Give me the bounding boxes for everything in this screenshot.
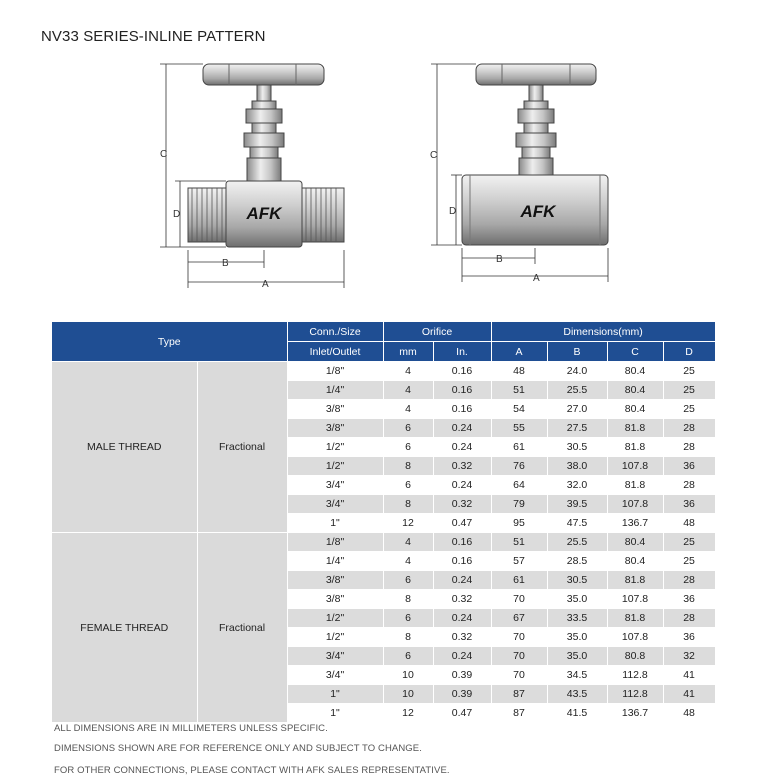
header-a: A (491, 342, 547, 362)
dim-label-d: D (173, 209, 181, 220)
dim-d-cell: 28 (663, 571, 715, 590)
dim-a-cell: 70 (491, 647, 547, 666)
dim-d-cell: 28 (663, 476, 715, 495)
dim-d-cell: 25 (663, 362, 715, 381)
dim-c-cell: 136.7 (607, 514, 663, 533)
dim-c-cell: 81.8 (607, 419, 663, 438)
dim-b-cell: 25.5 (547, 533, 607, 552)
dim-d-cell: 28 (663, 438, 715, 457)
dim-c-cell: 107.8 (607, 457, 663, 476)
conn-size-cell: 1" (287, 514, 383, 533)
orifice-mm-cell: 4 (383, 400, 433, 419)
dim-a-cell: 51 (491, 381, 547, 400)
dim-a-cell: 76 (491, 457, 547, 476)
dim-c-cell: 112.8 (607, 666, 663, 685)
dim-a-cell: 79 (491, 495, 547, 514)
orifice-in-cell: 0.16 (433, 533, 491, 552)
conn-size-cell: 3/8" (287, 571, 383, 590)
orifice-mm-cell: 12 (383, 514, 433, 533)
dim-a-cell: 70 (491, 590, 547, 609)
dim-a-cell: 61 (491, 438, 547, 457)
header-conn-size: Conn./Size (287, 322, 383, 342)
orifice-mm-cell: 6 (383, 438, 433, 457)
orifice-in-cell: 0.24 (433, 419, 491, 438)
header-inlet-outlet: Inlet/Outlet (287, 342, 383, 362)
orifice-mm-cell: 8 (383, 590, 433, 609)
page-title: NV33 SERIES-INLINE PATTERN (41, 28, 266, 45)
dim-b-cell: 30.5 (547, 438, 607, 457)
dim-b-cell: 47.5 (547, 514, 607, 533)
dim-d-cell: 28 (663, 419, 715, 438)
dim-d-cell: 41 (663, 666, 715, 685)
orifice-mm-cell: 4 (383, 381, 433, 400)
conn-size-cell: 3/8" (287, 419, 383, 438)
dim-c-cell: 81.8 (607, 609, 663, 628)
conn-size-cell: 1/8" (287, 362, 383, 381)
header-mm: mm (383, 342, 433, 362)
orifice-in-cell: 0.32 (433, 628, 491, 647)
header-orifice: Orifice (383, 322, 491, 342)
conn-size-cell: 1/2" (287, 457, 383, 476)
orifice-mm-cell: 10 (383, 685, 433, 704)
dim-d-cell: 25 (663, 381, 715, 400)
dim-label-b-female: B (496, 254, 503, 265)
header-type: Type (52, 322, 287, 362)
dim-c-cell: 80.4 (607, 381, 663, 400)
dim-c-cell: 80.4 (607, 362, 663, 381)
dim-c-cell: 80.4 (607, 552, 663, 571)
dim-c-cell: 81.8 (607, 571, 663, 590)
group-subtype-cell: Fractional (197, 362, 287, 533)
conn-size-cell: 3/4" (287, 476, 383, 495)
dim-b-cell: 35.0 (547, 628, 607, 647)
dim-b-cell: 28.5 (547, 552, 607, 571)
dim-a-cell: 67 (491, 609, 547, 628)
orifice-mm-cell: 6 (383, 609, 433, 628)
dim-b-cell: 30.5 (547, 571, 607, 590)
orifice-mm-cell: 4 (383, 362, 433, 381)
dim-d-cell: 36 (663, 495, 715, 514)
dim-d-cell: 25 (663, 400, 715, 419)
dim-a-cell: 70 (491, 628, 547, 647)
orifice-in-cell: 0.32 (433, 495, 491, 514)
orifice-in-cell: 0.32 (433, 590, 491, 609)
orifice-in-cell: 0.39 (433, 685, 491, 704)
orifice-mm-cell: 6 (383, 647, 433, 666)
dim-d-cell: 48 (663, 514, 715, 533)
orifice-mm-cell: 4 (383, 552, 433, 571)
dim-a-cell: 54 (491, 400, 547, 419)
dim-a-cell: 87 (491, 685, 547, 704)
conn-size-cell: 3/4" (287, 495, 383, 514)
dim-label-c: C (160, 149, 168, 160)
group-type-cell: MALE THREAD (52, 362, 197, 533)
brand-logo-left: AFK (246, 204, 282, 223)
dim-c-cell: 80.4 (607, 533, 663, 552)
conn-size-cell: 1/2" (287, 628, 383, 647)
dim-label-c-female: C (430, 150, 438, 161)
dim-c-cell: 107.8 (607, 590, 663, 609)
dim-a-cell: 57 (491, 552, 547, 571)
conn-size-cell: 1/2" (287, 609, 383, 628)
orifice-in-cell: 0.32 (433, 457, 491, 476)
conn-size-cell: 1/2" (287, 438, 383, 457)
dim-a-cell: 51 (491, 533, 547, 552)
dim-b-cell: 34.5 (547, 666, 607, 685)
orifice-mm-cell: 8 (383, 457, 433, 476)
dim-label-a-female: A (533, 273, 540, 284)
valve-diagrams (0, 50, 777, 290)
dim-c-cell: 112.8 (607, 685, 663, 704)
dim-c-cell: 107.8 (607, 495, 663, 514)
conn-size-cell: 1/8" (287, 533, 383, 552)
female-thread-valve-drawing (430, 64, 608, 284)
male-thread-valve-drawing (160, 64, 344, 290)
conn-size-cell: 3/8" (287, 400, 383, 419)
dim-d-cell: 36 (663, 590, 715, 609)
dim-a-cell: 70 (491, 666, 547, 685)
orifice-in-cell: 0.16 (433, 552, 491, 571)
dim-b-cell: 39.5 (547, 495, 607, 514)
conn-size-cell: 1/4" (287, 552, 383, 571)
orifice-mm-cell: 6 (383, 571, 433, 590)
header-dimensions: Dimensions(mm) (491, 322, 715, 342)
table-row (52, 362, 715, 381)
orifice-mm-cell: 6 (383, 476, 433, 495)
dim-b-cell: 24.0 (547, 362, 607, 381)
dim-a-cell: 61 (491, 571, 547, 590)
dim-label-d-female: D (449, 206, 457, 217)
dim-label-b: B (222, 258, 229, 269)
orifice-in-cell: 0.24 (433, 647, 491, 666)
dim-a-cell: 55 (491, 419, 547, 438)
orifice-in-cell: 0.24 (433, 609, 491, 628)
table-row (52, 533, 715, 552)
dim-d-cell: 48 (663, 704, 715, 723)
dim-d-cell: 32 (663, 647, 715, 666)
orifice-in-cell: 0.24 (433, 476, 491, 495)
group-type-cell: FEMALE THREAD (52, 533, 197, 723)
dim-c-cell: 80.4 (607, 400, 663, 419)
dim-a-cell: 48 (491, 362, 547, 381)
dim-c-cell: 81.8 (607, 438, 663, 457)
dim-b-cell: 35.0 (547, 647, 607, 666)
note-contact: FOR OTHER CONNECTIONS, PLEASE CONTACT WITH AFK SALES REPRESENTATIVE. (54, 765, 450, 776)
header-d: D (663, 342, 715, 362)
header-in: In. (433, 342, 491, 362)
note-reference: DIMENSIONS SHOWN ARE FOR REFERENCE ONLY AND SUBJECT TO CHANGE. (54, 743, 422, 754)
orifice-in-cell: 0.16 (433, 381, 491, 400)
conn-size-cell: 1" (287, 685, 383, 704)
conn-size-cell: 3/8" (287, 590, 383, 609)
note-millimeters: ALL DIMENSIONS ARE IN MILLIMETERS UNLESS SPECIFIC. (54, 723, 328, 734)
orifice-mm-cell: 8 (383, 495, 433, 514)
dim-b-cell: 33.5 (547, 609, 607, 628)
dim-c-cell: 136.7 (607, 704, 663, 723)
orifice-in-cell: 0.16 (433, 362, 491, 381)
orifice-mm-cell: 6 (383, 419, 433, 438)
header-b: B (547, 342, 607, 362)
dim-b-cell: 35.0 (547, 590, 607, 609)
dim-c-cell: 81.8 (607, 476, 663, 495)
orifice-mm-cell: 10 (383, 666, 433, 685)
orifice-in-cell: 0.16 (433, 400, 491, 419)
orifice-in-cell: 0.47 (433, 514, 491, 533)
orifice-in-cell: 0.24 (433, 438, 491, 457)
orifice-in-cell: 0.47 (433, 704, 491, 723)
dim-d-cell: 28 (663, 609, 715, 628)
dim-label-a: A (262, 279, 269, 290)
orifice-mm-cell: 8 (383, 628, 433, 647)
dim-b-cell: 27.0 (547, 400, 607, 419)
conn-size-cell: 3/4" (287, 666, 383, 685)
dim-c-cell: 107.8 (607, 628, 663, 647)
orifice-in-cell: 0.24 (433, 571, 491, 590)
orifice-mm-cell: 4 (383, 533, 433, 552)
conn-size-cell: 1/4" (287, 381, 383, 400)
dim-d-cell: 36 (663, 457, 715, 476)
header-c: C (607, 342, 663, 362)
group-subtype-cell: Fractional (197, 533, 287, 723)
dim-d-cell: 25 (663, 552, 715, 571)
conn-size-cell: 1" (287, 704, 383, 723)
dim-b-cell: 41.5 (547, 704, 607, 723)
dim-a-cell: 64 (491, 476, 547, 495)
dim-b-cell: 27.5 (547, 419, 607, 438)
orifice-mm-cell: 12 (383, 704, 433, 723)
dim-b-cell: 32.0 (547, 476, 607, 495)
dim-d-cell: 41 (663, 685, 715, 704)
dim-d-cell: 25 (663, 533, 715, 552)
dim-b-cell: 25.5 (547, 381, 607, 400)
specification-table (52, 322, 716, 723)
conn-size-cell: 3/4" (287, 647, 383, 666)
dim-c-cell: 80.8 (607, 647, 663, 666)
specification-table-body (52, 362, 715, 723)
dim-a-cell: 87 (491, 704, 547, 723)
orifice-in-cell: 0.39 (433, 666, 491, 685)
dim-b-cell: 43.5 (547, 685, 607, 704)
dim-b-cell: 38.0 (547, 457, 607, 476)
dim-a-cell: 95 (491, 514, 547, 533)
brand-logo-right: AFK (520, 202, 556, 221)
dim-d-cell: 36 (663, 628, 715, 647)
